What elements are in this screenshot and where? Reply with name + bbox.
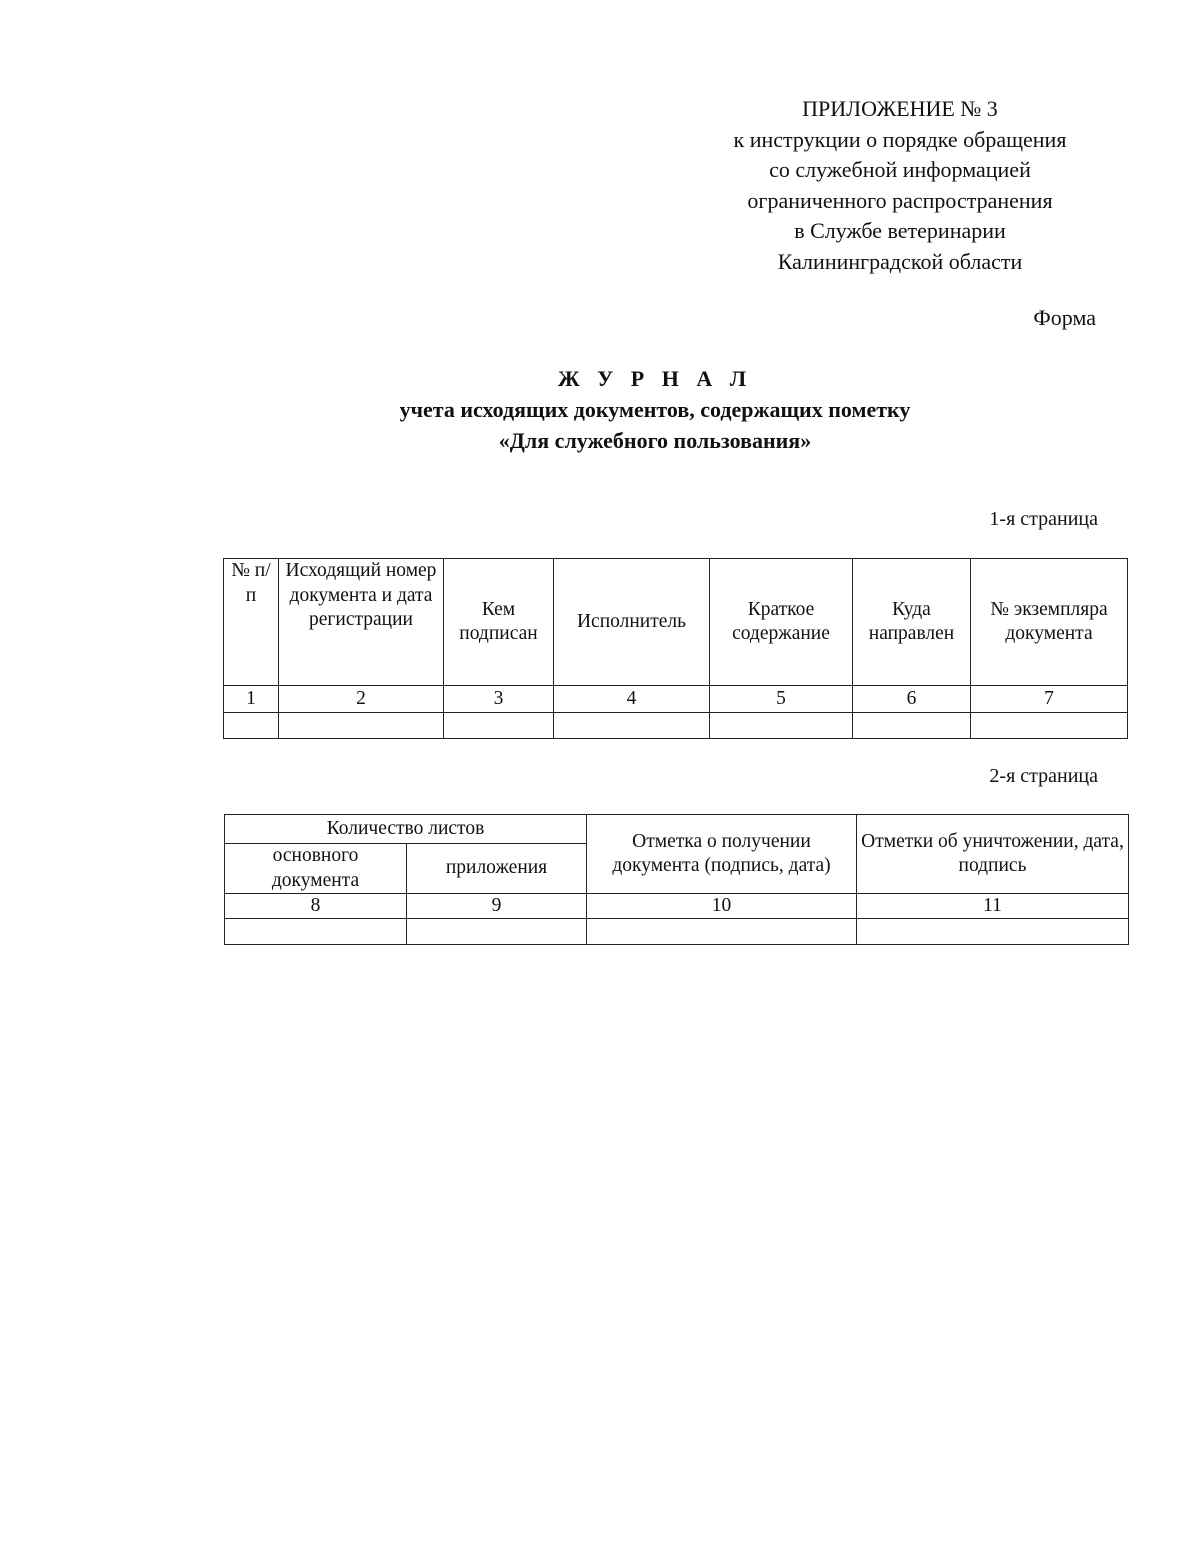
column-number-cell: 4	[554, 686, 710, 713]
appendix-header	[660, 94, 1140, 277]
journal-title: Ж У Р Н А Л	[557, 366, 753, 391]
column-number-cell: 7	[971, 686, 1128, 713]
column-number-cell: 10	[587, 894, 857, 919]
column-number-cell: 1	[224, 686, 279, 713]
table-header-row	[225, 815, 1129, 844]
column-number-cell: 11	[857, 894, 1129, 919]
empty-cell	[554, 713, 710, 739]
header-cell-destination: Куда направлен	[853, 559, 971, 686]
header-cell-outgoing-number: Исходящий номер документа и дата регистрации	[279, 559, 444, 686]
header-cell-signed-by: Кем подписан	[444, 559, 554, 686]
empty-cell	[225, 919, 407, 945]
page1-label: 1-я страница	[989, 508, 1098, 530]
appendix-line: ограниченного распространения	[747, 187, 1053, 213]
table-header-row	[224, 559, 1128, 686]
column-number-cell: 8	[225, 894, 407, 919]
page2-label: 2-я страница	[989, 765, 1098, 787]
header-cell-summary: Краткое содержание	[710, 559, 853, 686]
journal-table-page2	[224, 814, 1129, 945]
empty-cell	[224, 713, 279, 739]
empty-cell	[407, 919, 587, 945]
appendix-line: со служебной информацией	[769, 157, 1031, 182]
appendix-line: Калининградской области	[777, 248, 1023, 274]
column-number-cell: 2	[279, 686, 444, 713]
column-number-cell: 5	[710, 686, 853, 713]
appendix-title: ПРИЛОЖЕНИЕ № 3	[802, 96, 998, 121]
journal-subtitle-line1: учета исходящих документов, содержащих пометку	[399, 397, 911, 422]
empty-cell	[857, 919, 1129, 945]
column-number-cell: 6	[853, 686, 971, 713]
header-cell-sheet-count: Количество листов	[225, 815, 587, 844]
journal-table-page1	[223, 558, 1128, 739]
column-number-cell: 3	[444, 686, 554, 713]
column-number-row	[225, 894, 1129, 919]
column-number-cell: 9	[407, 894, 587, 919]
appendix-line: к инструкции о порядке обращения	[733, 126, 1067, 152]
header-cell-copy-number: № экземпляра документа	[971, 559, 1128, 686]
header-cell-receipt-mark: Отметка о получении документа (подпись, дата)	[587, 815, 857, 894]
empty-cell	[971, 713, 1128, 739]
appendix-line: в Службе ветеринарии	[794, 218, 1006, 243]
column-number-row	[224, 686, 1128, 713]
empty-cell	[444, 713, 554, 739]
header-cell-attachment: приложения	[407, 844, 587, 894]
empty-cell	[710, 713, 853, 739]
table-row	[225, 919, 1129, 945]
empty-cell	[587, 919, 857, 945]
header-cell-main-document: основного документа	[225, 844, 407, 894]
form-label: Форма	[1033, 305, 1096, 330]
empty-cell	[279, 713, 444, 739]
empty-cell	[853, 713, 971, 739]
header-cell-destruction-mark: Отметки об уничтожении, дата, подпись	[857, 815, 1129, 894]
table-row	[224, 713, 1128, 739]
header-cell-row-number: № п/п	[224, 559, 279, 686]
journal-subtitle-line2: «Для служебного пользования»	[498, 428, 812, 453]
header-cell-executor: Исполнитель	[554, 559, 710, 686]
